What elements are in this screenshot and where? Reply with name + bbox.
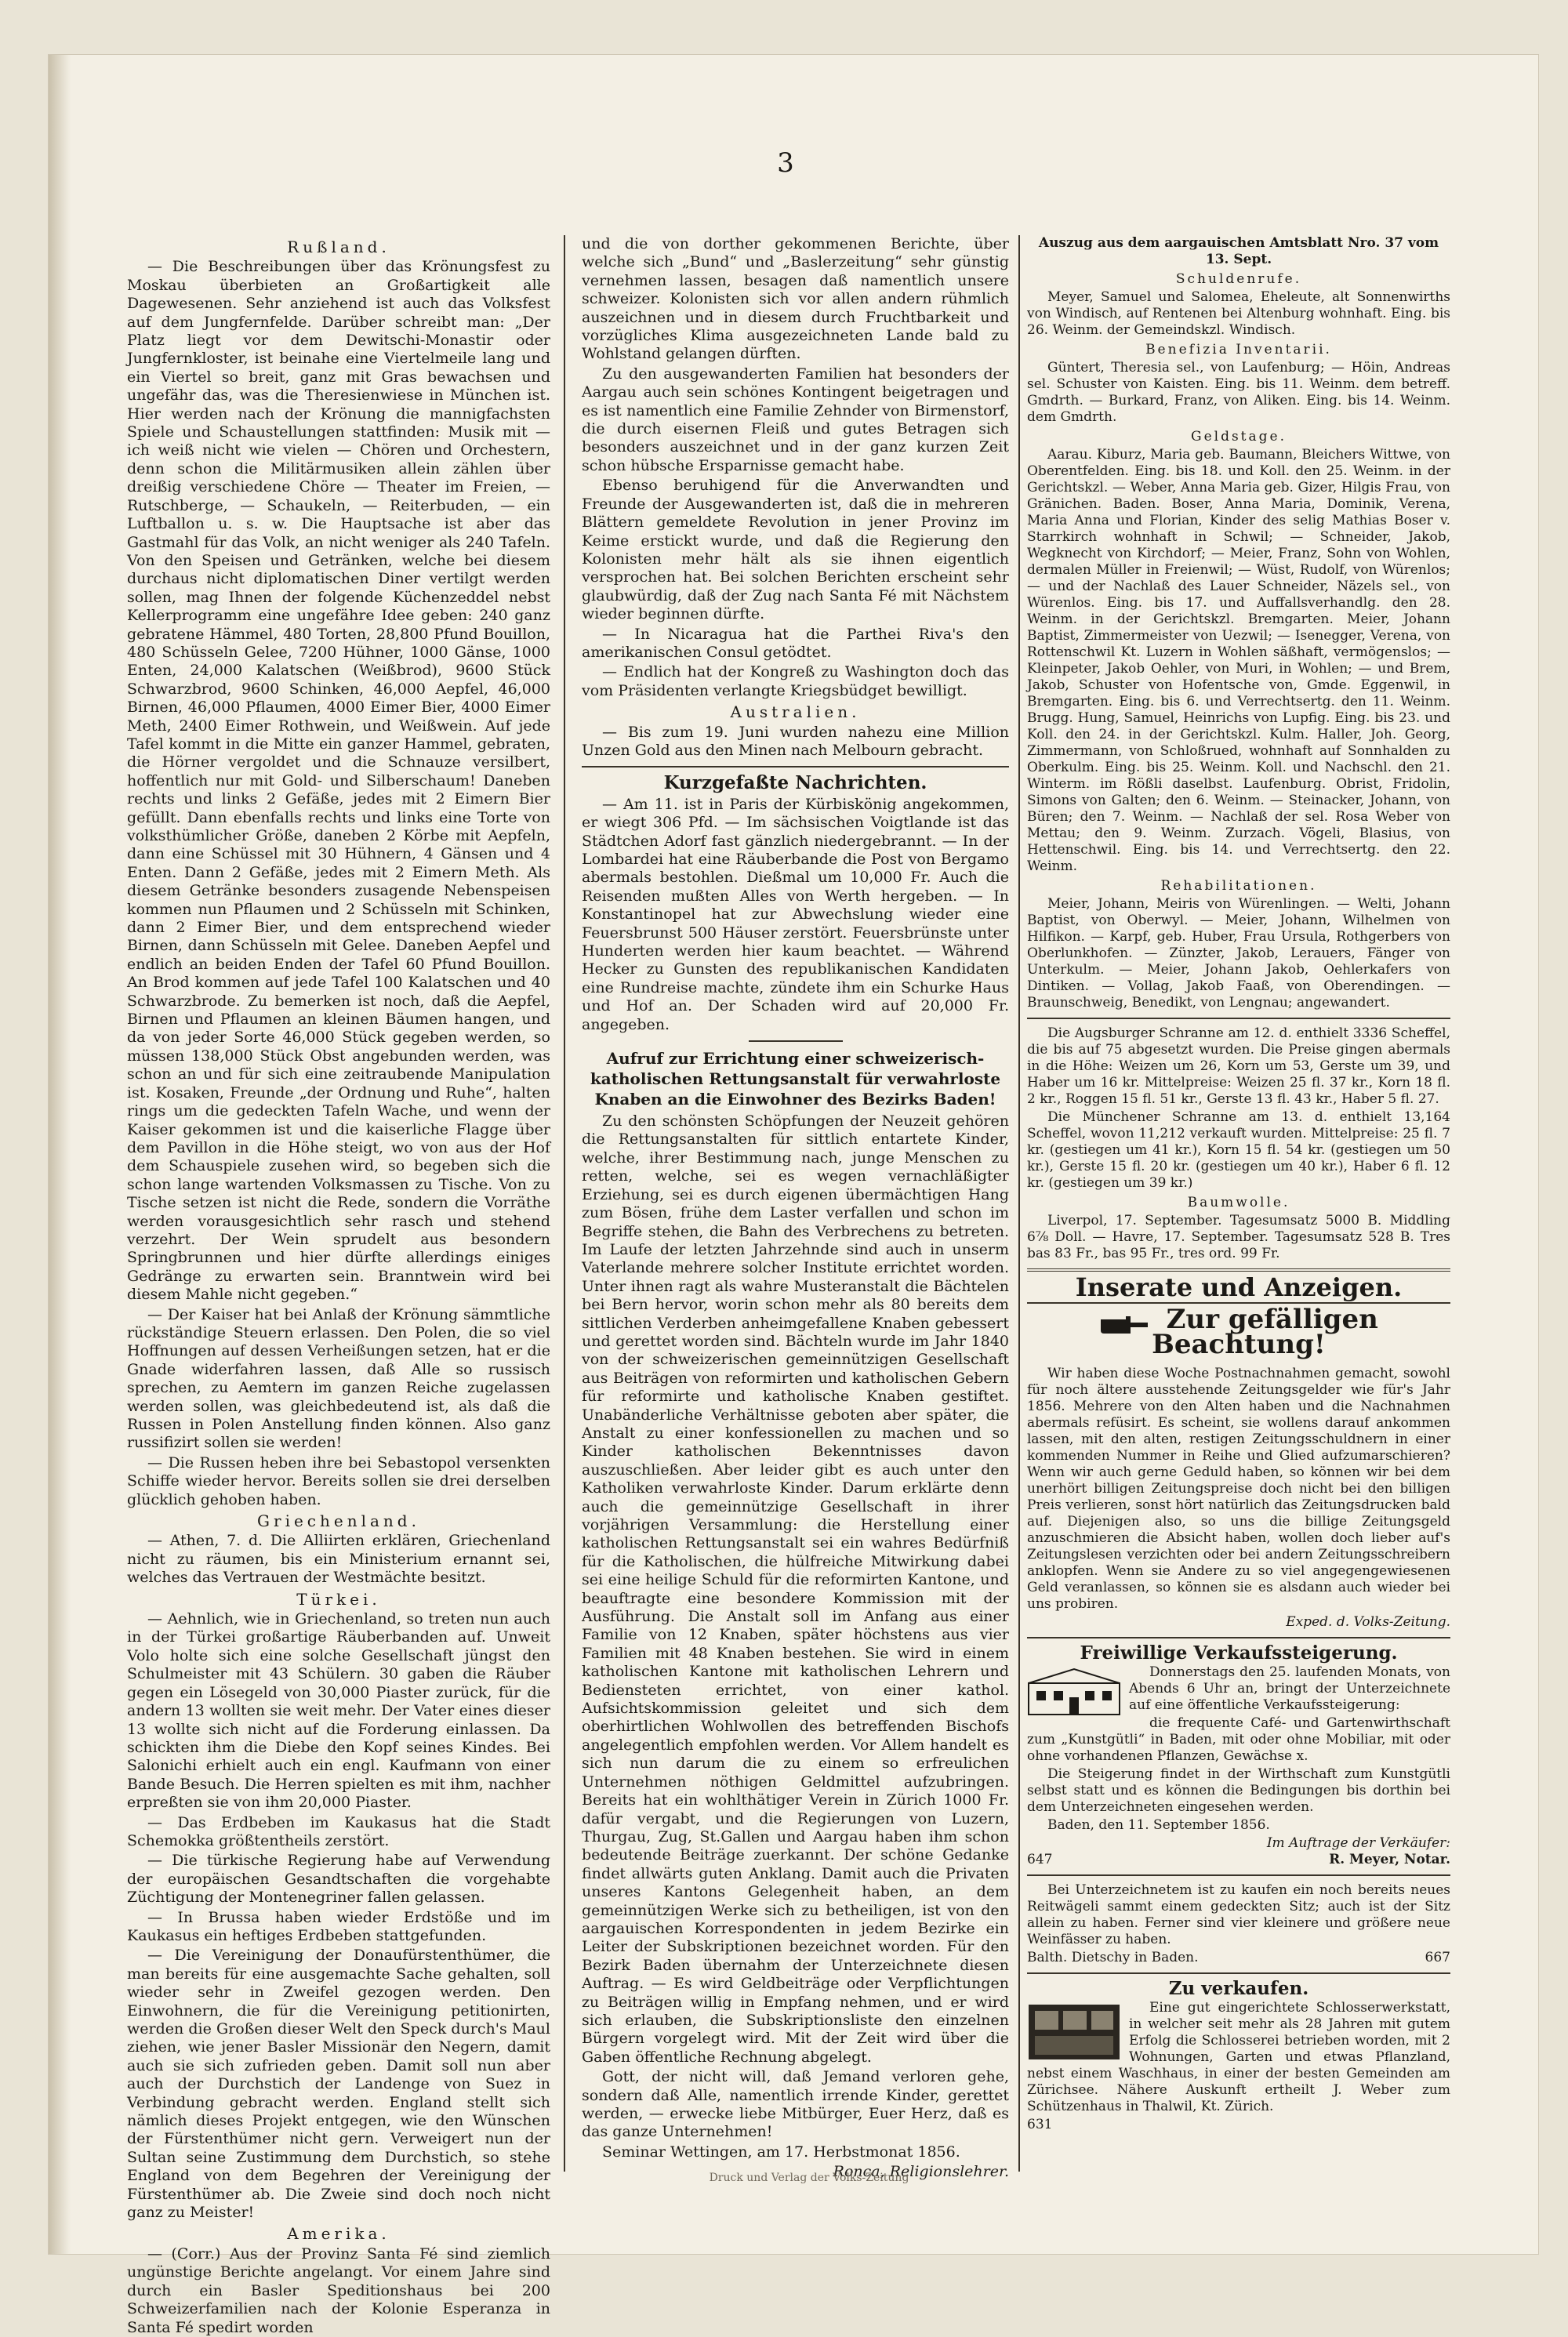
ad-footer-row	[1027, 1852, 1450, 1868]
ad-paragraph: Die Steigerung findet in der Wirthschaft zum Kunstgütli selbst statt und es können die Bedingungen bis dorthin bei dem Unterzeichneten eingesehen werden.	[1027, 1765, 1450, 1815]
section-heading: Türkei.	[296, 1589, 381, 1609]
ad-footer-row	[1027, 1950, 1450, 1966]
printer-imprint: Druck und Verlag der Volks-Zeitung	[709, 2172, 909, 2184]
section-heading: Rußland.	[287, 238, 390, 256]
ad-paragraph: Bei Unterzeichnetem ist zu kaufen ein noch bereits neues Reitwägeli sammt einem gedeckten Sitz; auch ist der Sitz allein zu haben. Ferner sind vier kleinere und größere neue Weinfässer zu haben.	[1027, 1882, 1450, 1947]
article-paragraph: — Die Vereinigung der Donaufürstenthümer, die man bereits für eine ausgemachte Sache gehalten, soll wieder sehr in Zweifel gezogen werden. Den Einwohnern, die für die Vereinigung petitionirten, werden die Großen dieser Welt den Speck durch's Maul ziehen, wie jener Basler Missionär den Negern, damit auch sie sich zufrieden geben. Damit soll nun aber auch der Durchstich der Landenge von Suez in Verbindung gebracht werden. England stellt sich nämlich dieses Projekt entgegen, wie den Wünschen der Fürstenthümer nicht gern. Verweigert nun der Sultan seine Zustimmung dem Durchstich, so stehe England von dem Begehren der Vereinigung der Fürstenthümer ab. Die Zweie sind doch noch nicht ganz zu Meister!	[127, 1947, 550, 2222]
section-heading: Inserate und Anzeigen.	[1075, 1272, 1403, 1302]
article-paragraph: — Endlich hat der Kongreß zu Washington doch das vom Präsidenten verlangte Kriegsbüdget bewilligt.	[582, 663, 1009, 699]
article-paragraph: — Die türkische Regierung habe auf Verwendung der europäischen Gesandtschaften die vorgehabte Züchtigung der Montenegriner fallen gelassen.	[127, 1852, 550, 1907]
market-paragraph: Liverpol, 17. September. Tagesumsatz 5000 B. Middling 6⅞ Doll. — Havre, 17. September. Tagesumsatz 528 B. Tres bas 83 Fr., bas 95 Fr., tres ord. 99 Fr.	[1027, 1213, 1450, 1261]
subsection-heading: Geldstage.	[1191, 429, 1287, 445]
divider	[749, 1040, 843, 1042]
column-rule	[564, 235, 565, 2172]
ad-paragraph: Donnerstags den 25. laufenden Monats, von Abends 6 Uhr an, bringt der Unterzeichnete auf eine öffentliche Verkaufssteigerung:	[1129, 1664, 1450, 1713]
signature: R. Meyer, Notar.	[1329, 1851, 1450, 1867]
divider	[1027, 1637, 1450, 1638]
ad-heading: Zu verkaufen.	[1168, 1977, 1309, 1999]
signature: Balth. Dietschy in Baden.	[1027, 1949, 1199, 1965]
ad-paragraph: die frequente Café- und Gartenwirthschaft zum „Kunstgütli“ in Baden, mit oder ohne Mobiliar, mit oder ohne vorhandenen Pflanzen, Gewächse x.	[1027, 1715, 1450, 1764]
column-3	[1027, 235, 1450, 2172]
subsection-heading: Rehabilitationen.	[1160, 878, 1317, 894]
article-paragraph: — Bis zum 19. Juni wurden nahezu eine Million Unzen Gold aus den Minen nach Melbourn gebracht.	[582, 723, 1009, 759]
ad-commission: Im Auftrage der Verkäufer:	[1266, 1834, 1450, 1851]
article-paragraph: und die von dorther gekommenen Berichte, über welche sich „Bund“ und „Baslerzeitung“ sehr günstig vernehmen lassen, besagen daß namentlich unsere schweizer. Kolonisten sich vor allen andern rühmlich auszeichnen und in diesem durch Fruchtbarkeit und vorzügliches Klima ausgezeichneten Lande bald zu Wohlstand gelangen dürften.	[582, 235, 1009, 363]
divider	[1027, 1874, 1450, 1876]
ad-heading: Zur gefälligen Beachtung!	[1152, 1304, 1378, 1360]
article-paragraph: Zu den ausgewanderten Familien hat besonders der Aargau auch sein schönes Kontingent beigetragen und es ist namentlich eine Familie Zehnder von Birmenstorf, die durch eisernen Fleiß und gutes Betragen sich besonders auszeichnet und in der ganz kurzen Zeit schon hübsche Ersparnisse gemacht habe.	[582, 365, 1009, 474]
ad-number: 647	[1027, 1851, 1053, 1867]
subsection-heading: Benefizia Inventarii.	[1145, 342, 1332, 357]
signature: Exped. d. Volks-Zeitung.	[1286, 1613, 1450, 1630]
ad-paragraph: Eine gut eingerichtete Schlosserwerkstatt, in welcher seit mehr als 28 Jahren mit gutem Erfolg die Schlosserei betrieben worden, mit 2 Wohnungen, Garten und etwas Pflanzland, nebst einem Waschhaus, in einer der besten Gemeinden am Zürichsee. Nähere Auskunft ertheilt J. Weber zum Schützenhaus in Thalwil, Kt. Zürich.	[1027, 1999, 1450, 2114]
divider	[1027, 1018, 1450, 1019]
section-heading: Auszug aus dem aargauischen Amtsblatt Nro. 37 vom 13. Sept.	[1038, 235, 1439, 267]
market-paragraph: Die Augsburger Schranne am 12. d. enthielt 3336 Scheffel, die bis auf 75 abgesetzt wurden. Die Preise gingen abermals in die Höhe: Weizen um 26, Korn um 53, Gerste um 39, und Haber um 16 kr. Mittelpreise: Weizen 25 fl. 37 kr., Korn 18 fl. 2 kr., Roggen 15 fl. 51 kr., Gerste 13 fl. 43 kr., Haber 5 fl. 27.	[1027, 1025, 1450, 1107]
article-paragraph: — Aehnlich, wie in Griechenland, so treten nun auch in der Türkei großartige Räuberbanden auf. Unweit Volo holte sich eine solche Gesellschaft jüngst den Schulmeister mit 43 Schülern. 30 gaben die Räuber gegen ein Lösegeld von 30,000 Piaster zurück, für die andern 13 wollten sie weit mehr. Der Vater eines dieser 13 wollte sich nicht auf die Forderung einlassen. Da schickten ihm die Diebe den Kopf seines Kindes. Bei Salonichi erhielt auch ein engl. Kaufmann von einer Bande Besuch. Die Herren spielten es mit ihm, nachher erpreßten sie von ihm 20,000 Piaster.	[127, 1610, 550, 1812]
divider	[1027, 1972, 1450, 1974]
dateline: Seminar Wettingen, am 17. Herbstmonat 1856.	[602, 2143, 960, 2161]
article-paragraph: Ebenso beruhigend für die Anverwandten und Freunde der Ausgewanderten ist, daß die in mehreren Blättern gemeldete Revolution in jener Provinz im Keime erstickt wurde, und daß die Regierung den Kolonisten mehr hält als sie ihnen eigentlich versprochen hat. Bei solchen Berichten erscheint sehr glaubwürdig, daß der Zug nach Santa Fé mit Nächstem wieder beginnen dürfte.	[582, 477, 1009, 623]
column-rule	[1018, 235, 1020, 2172]
ad-number: 667	[1425, 1949, 1450, 1965]
notice-paragraph: Aarau. Kiburz, Maria geb. Baumann, Bleichers Wittwe, von Oberentfelden. Eing. bis 18. und Koll. den 25. Weinm. in der Gerichtskzl. — Weber, Anna Maria geb. Gizer, Hilgis Frau, von Gränichen. Baden. Boser, Anna Maria, Dominik, Verena, Maria Anna und Florian, Kinder des selig Mathias Boser v. Starrkirch wohnhaft in Schwil; — Schneider, Jakob, Wegknecht von Kirchdorf; — Meier, Franz, Sohn von Wohlen, dermalen Müller in Freienwil; — Wüst, Rudolf, von Würenlos; — und der Nachlaß des Lauer Schneider, Näzels sel., von Würenlos. Eing. bis 17. und Auffallsverhandlg. den 28. Weinm. in der Gerichtskzl. Bremgarten. Meier, Johann Baptist, Zimmermeister von Uezwil; — Isenegger, Verena, von Rottenschwil Kt. Luzern in Wohlen säßhaft, vermögenslos; — Kleinpeter, Jakob Oehler, von Muri, in Wohlen; — und Brem, Jakob, Schuster von Hofentsche von, Gmde. Eggenwil, in Bremgarten. Eing. bis 6. und Verrechtsertg. den 11. Weinm. Brugg. Hung, Samuel, Heinrichs von Lupfig. Eing. bis 23. und Koll. den 24. in der Gerichtskzl. Kulm. Haller, Joh. Georg, Zimmermann, von Schloßrued, wohnhaft auf Sonnhalden zu Oberkulm. Eing. bis 25. Weinm. Koll. und Nachschl. den 21. Winterm. im Rößli daselbst. Laufenburg. Obrist, Fridolin, Simons von Galten; den 6. Weinm. — Steinacker, Johann, von Büren; den 7. Weinm. — Nachlaß der sel. Rosa Weber von Mettau; den 9. Weinm. Zurzach. Vögeli, Blasius, von Hettenschwil. Eing. bis 14. und Verrechtsertg. den 22. Weinm.	[1027, 447, 1450, 874]
newspaper-page	[49, 55, 1538, 2336]
pointing-hand-icon	[1099, 1313, 1149, 1337]
signature: Ronca, Religionslehrer.	[833, 2163, 1009, 2181]
notice-paragraph: Güntert, Theresia sel., von Laufenburg; — Höin, Andreas sel. Schuster von Kaisten. Eing. bis 11. Weinm. dem betreff. Gmdrth. — Burkard, Franz, von Aliken. Eing. bis 14. Weinm. dem Gmdrth.	[1027, 360, 1450, 425]
article-paragraph: — Die Beschreibungen über das Krönungsfest zu Moskau überbieten an Großartigkeit alle Dagewesenen. Sehr anziehend ist auch das Volksfest auf dem Jungfernfelde. Darüber schreibt man: „Der Platz liegt vor dem Dewitschi-Monastir oder Jungfernkloster, ist beinahe eine Viertelmeile lang und ein Viertel so breit, ganz mit Gras bewachsen und ungefähr das, was die Theresienwiese in München ist. Hier werden nach der Krönung die mannigfachsten Spiele und Schaustellungen stattfinden: Musik mit — ich weiß nicht wie vielen — Chören und Orchestern, denn schon die Militärmusiken allein zählen über dreißig verschiedene Chöre — Theater im Freien, — Rutschberge, — Schaukeln, — Reiterbuden, — ein Luftballon u. s. w. Die Hauptsache ist aber das Gastmahl für das Volk, an nicht weniger als 240 Tafeln. Von den Speisen und Getränken, welche bei diesem durchaus nicht diplomatischen Diner vertilgt werden sollen, mag Ihnen der folgende Küchenzeddel nebst Kellerprogramm eine ungefähre Idee geben: 240 ganz gebratene Hämmel, 480 Torten, 28,800 Pfund Bouillon, 480 Schüsseln Gelee, 7200 Hühner, 1000 Gänse, 1000 Enten, 24,000 Kalatschen (Weißbrod), 9600 Stück Schwarzbrod, 9600 Schinken, 46,000 Aepfel, 46,000 Birnen, 46,000 Pflaumen, 4000 Eimer Bier, 4000 Eimer Meth, 2400 Eimer Rothwein, und Weißwein. Auf jede Tafel kommt in die Mitte ein ganzer Hammel, gebraten, die Hörner vergoldet und die Schnauze versilbert, hoffentlich nur mit Gold- und Silberschaum! Daneben rechts und links 2 Gefäße, jedes mit 2 Eimern Bier gefüllt. Dann ebenfalls rechts und links eine Torte von volksthümlicher Größe, daneben 2 Körbe mit Aepfeln, dann eine Schüssel mit 30 Hühnern, 4 Gänsen und 4 Enten. Dann 2 Gefäße, jedes mit 2 Eimern Meth. Als diesem Getränke besonders zusagende Nebenspeisen kommen nun Pflaumen und 2 Schüsseln mit Schinken, dann 2 Eimer Bier, und dem entsprechend wieder Birnen, dann Schüsseln mit Gelee. Daneben Aepfel und endlich an beiden Enden der Tafel 60 Pfund Bouillon. An Brod kommen auf jede Tafel 100 Kalatschen und 40 Schwarzbrode. Zu bemerken ist noch, daß die Aepfel, Birnen und Pflaumen an kleinen Bäumen hangen, und da von jeder Sorte 46,000 Stück gegeben werden, so müssen 138,000 Stück Obst angebunden werden, was schon an und für sich eine zeitraubende Manipulation ist. Kosaken, Freunde „der Ordnung und Ruhe“, halten rings um die gedeckten Tafeln Wache, und wenn der Kaiser gekommen ist und die kaiserliche Flagge über dem Pavillon in die Höhe steigt, wo von aus der Hof dem Schauspiele zusehen wird, so begeben sich die schon lange wartenden Volksmassen zu Tische. Von zu Tische setzen ist nicht die Rede, sondern die Vorräthe werden vorausgesichtlich sehr rasch und stehend verzehrt. Der Wein sprudelt aus besondern Springbrunnen und hier dürfte allerdings einiges Gedränge zu erwarten sein. Branntwein wird bei diesem Mahle nicht gegeben.“	[127, 258, 550, 1304]
section-heading: Amerika.	[287, 2224, 390, 2244]
article-paragraph: — In Nicaragua hat die Parthei Riva's den amerikanischen Consul getödtet.	[582, 625, 1009, 661]
dateline: Baden, den 11. September 1856.	[1047, 1816, 1270, 1833]
article-paragraph: — Das Erdbeben im Kaukasus hat die Stadt Schemokka größtentheils zerstört.	[127, 1813, 550, 1849]
article-paragraph: — (Corr.) Aus der Provinz Santa Fé sind ziemlich ungünstige Berichte angelangt. Vor einem Jahre sind durch ein Basler Speditionshaus bei 200 Schweizerfamilien nach der Kolonie Esperanza in Santa Fé spedirt worden	[127, 2244, 550, 2336]
section-heading: Australien.	[730, 702, 861, 722]
page-fold-shadow	[49, 55, 71, 2254]
market-paragraph: Die Münchener Schranne am 13. d. enthielt 13,164 Scheffel, wovon 11,212 verkauft wurden. Mittelpreise: 25 fl. 7 kr. (gestiegen um 41 kr.), Korn 15 fl. 54 kr. (gestiegen um 50 kr.), Gerste 15 fl. 20 kr. (gestiegen um 40 kr.), Haber 6 fl. 12 kr. (gestiegen um 39 kr.)	[1027, 1109, 1450, 1191]
section-heading: Griechenland.	[257, 1511, 420, 1531]
workshop-illustration-icon	[1027, 2003, 1121, 2061]
section-heading: Aufruf zur Errichtung einer schweizerisch-katholischen Rettungsanstalt für verwahrloste Knaben an die Einwohner des Bezirks Baden!	[590, 1049, 1001, 1109]
article-paragraph: Gott, der nicht will, daß Jemand verloren gehe, sondern daß Alle, namentlich irrende Kinder, gerettet werden, — erwecke liebe Mitbürger, Euer Herz, daß es das ganze Unternehmen!	[582, 2068, 1009, 2141]
divider	[582, 766, 1009, 768]
ad-paragraph: Wir haben diese Woche Postnachnahmen gemacht, sowohl für noch ältere ausstehende Zeitungsgelder wie für's Jahr 1856. Mehrere von den Alten haben und die Nachnahmen abermals refüsirt. Es scheint, sie wollens darauf ankommen lassen, mit den alten, restigen Zeitungsschuldnern in einer kommenden Nummer in Reihe und Glied aufzumarschieren? Wenn wir auch gerne Geduld haben, so können wir bei dem unerhört billigen Zeitungspreise doch nicht bei den billigen Preis verlieren, sonst hört natürlich das Zeitungsdrucken bald auf. Diejenigen also, so uns die billige Zeitungsgeld anzuschmieren die Absicht haben, wollen doch lieber auf's Zeitungslesen verzichten oder bei andern Zeitungsschreibern anklopfen. Wenn sie Andere zu so viel angegengewiesenen Geld veranlassen, so können sie es alsdann auch wieder bei uns probiren.	[1027, 1365, 1450, 1612]
subsection-heading: Schuldenrufe.	[1175, 271, 1302, 287]
subsection-heading: Baumwolle.	[1187, 1195, 1290, 1210]
article-paragraph: — Am 11. ist in Paris der Kürbiskönig angekommen, er wiegt 306 Pfd. — Im sächsischen Voigtlande ist das Städtchen Adorf fast gänzlich niedergebrannt. — In der Lombardei hat eine Räuberbande die Post von Bergamo abermals bestohlen. Dießmal um 10,000 Fr. Auch die Reisenden mußten Alles von Werth hergeben. — In Konstantinopel hat zur Abwechslung wieder eine Feuersbrunst 500 Häuser zerstört. Feuersbrünste unter Hunderten werden hier kaum beachtet. — Während Hecker zu Gunsten des republikanischen Kandidaten eine Rundreise machte, zündete ihm ein Schurke Haus und Hof an. Der Schaden wird auf 20,000 Fr. angegeben.	[582, 795, 1009, 1033]
ad-number: 631	[1027, 2116, 1053, 2132]
article-paragraph: — Der Kaiser hat bei Anlaß der Krönung sämmtliche rückständige Steuern erlassen. Den Polen, die so viel Hoffnungen auf dessen Verheißungen setzen, hat er die Gnade widerfahren lassen, daß Alle so russisch sprechen, zu Aemtern im ganzen Reiche zugelassen werden sollen, was gleichbedeutend ist, als daß die Russen in Polen Anstellung finden können. Also ganz russifizirt sollen sie werden!	[127, 1305, 550, 1452]
notice-paragraph: Meyer, Samuel und Salomea, Eheleute, alt Sonnenwirths von Windisch, auf Rentenen bei Altenburg wohnhaft. Eing. bis 26. Weinm. der Gemeindskzl. Windisch.	[1027, 289, 1450, 338]
article-paragraph: — In Brussa haben wieder Erdstöße und im Kaukasus ein heftiges Erdbeben stattgefunden.	[127, 1908, 550, 1944]
article-paragraph: Zu den schönsten Schöpfungen der Neuzeit gehören die Rettungsanstalten für sittlich entartete Kinder, welche, ihrer Bestimmung nach, junge Menschen zu retten, welche, sei es wegen vernachläßigter Erziehung, sei es durch eigenen übermächtigen Hang zum Bösen, frühe dem Laster verfallen und schon im Begriffe stehen, die Bahn des Verbrechens zu betreten. Im Laufe der letzten Jahrzehnde sind auch in unserm Vaterlande mehrere solcher Institute errichtet worden. Unter ihnen ragt als wahre Musteranstalt die Bächtelen bei Bern hervor, worin schon mehr als 80 bereits dem sittlichen Verderben anheimgefallene Knaben gebessert und gerettet worden sind. Bächteln wurde im Jahr 1840 von der schweizerischen gemeinnützigen Gesellschaft aus Beiträgen von reformirten und katholischen Gebern für reformirte und katholische Knaben gestiftet. Unabänderliche Verhältnisse geboten aber später, die Anstalt zu einer konfessionellen zu machen und so Kinder katholischen Bekenntnisses davon auszuschließen. Aber leider gibt es auch unter den Katholiken verwahrloste Kinder. Darum erklärte denn auch die gemeinnützige Gesellschaft in ihrer vorjährigen Versammlung: die Herstellung einer katholischen Rettungsanstalt sei ein wahres Bedürfniß für die Katholischen, die hülfreiche Mitwirkung dabei sei eine heilige Schuld für die reformirten Kantone, und beauftragte eine besondere Kommission mit der Ausführung. Die Anstalt soll im Anfang aus einer Familie von 12 Knaben, später höchstens aus vier Familien mit 48 Knaben bestehen. Sie wird in einem katholischen Kantone mit katholischen Lehrern und Bediensteten errichtet, von einer kathol. Aufsichtskommission geleitet und sich dem oberhirtlichen Wohlwollen des betreffenden Bischofs angelegentlich empfohlen werden. Vor Allem handelt es sich nun darum die zu einem so erfreulichen Unternehmen nöthigen Geldmittel aufzubringen. Bereits hat ein wohlthätiger Verein in Zürich 1000 Fr. dafür vergabt, und die Regierungen von Luzern, Thurgau, Zug, St.Gallen und Aargau haben ihm schon bedeutende Beiträge zuerkannt. Der schöne Gedanke findet allwärts guten Anklang. Damit auch die Privaten unseres Kantons Gelegenheit haben, an dem gemeinnützigen Werke sich zu betheiligen, ist von den aargauischen Korrespondenten in jedem Bezirke ein Leiter der Subskriptionen bezeichnet worden. Für den Bezirk Baden übernahm der Unterzeichnete diesen Auftrag. — Es wird Geldbeiträge oder Verpflichtungen zu Beiträgen willig in Empfang nehmen, und er wird sich erlauben, die Subskriptionsliste den einzelnen Bürgern vorgelegt wird. Mit der Zeit wird über die Gaben öffentliche Rechnung abgelegt.	[582, 1112, 1009, 2066]
page-number: 3	[777, 147, 794, 179]
article-paragraph: — Athen, 7. d. Die Alliirten erklären, Griechenland nicht zu räumen, bis ein Ministerium ernannt sei, welches das Vertrauen der Westmächte besitzt.	[127, 1532, 550, 1587]
notice-paragraph: Meier, Johann, Meiris von Würenlingen. — Welti, Johann Baptist, von Oberwyl. — Meier, Johann, Wilhelmen von Hilfikon. — Karpf, geb. Huber, Frau Ursula, Rothgerbers von Oberlunkhofen. — Zünzter, Jakob, Lerauers, Fänger von Unterkulm. — Meier, Johann Jakob, Oehlerkafers von Dintiken. — Vollag, Jakob Faaß, von Oberendingen. — Braunschweig, Benedikt, von Lengnau; angewandert.	[1027, 896, 1450, 1011]
building-illustration-icon	[1027, 1667, 1121, 1716]
ad-heading-row	[1027, 1304, 1450, 1360]
section-heading: Kurzgefaßte Nachrichten.	[663, 772, 927, 794]
divider	[1027, 1268, 1450, 1272]
article-paragraph: — Die Russen heben ihre bei Sebastopol versenkten Schiffe wieder hervor. Bereits sollen sie drei derselben glücklich gehoben haben.	[127, 1453, 550, 1508]
ad-heading: Freiwillige Verkaufssteigerung.	[1080, 1642, 1398, 1664]
column-1	[127, 235, 550, 2336]
